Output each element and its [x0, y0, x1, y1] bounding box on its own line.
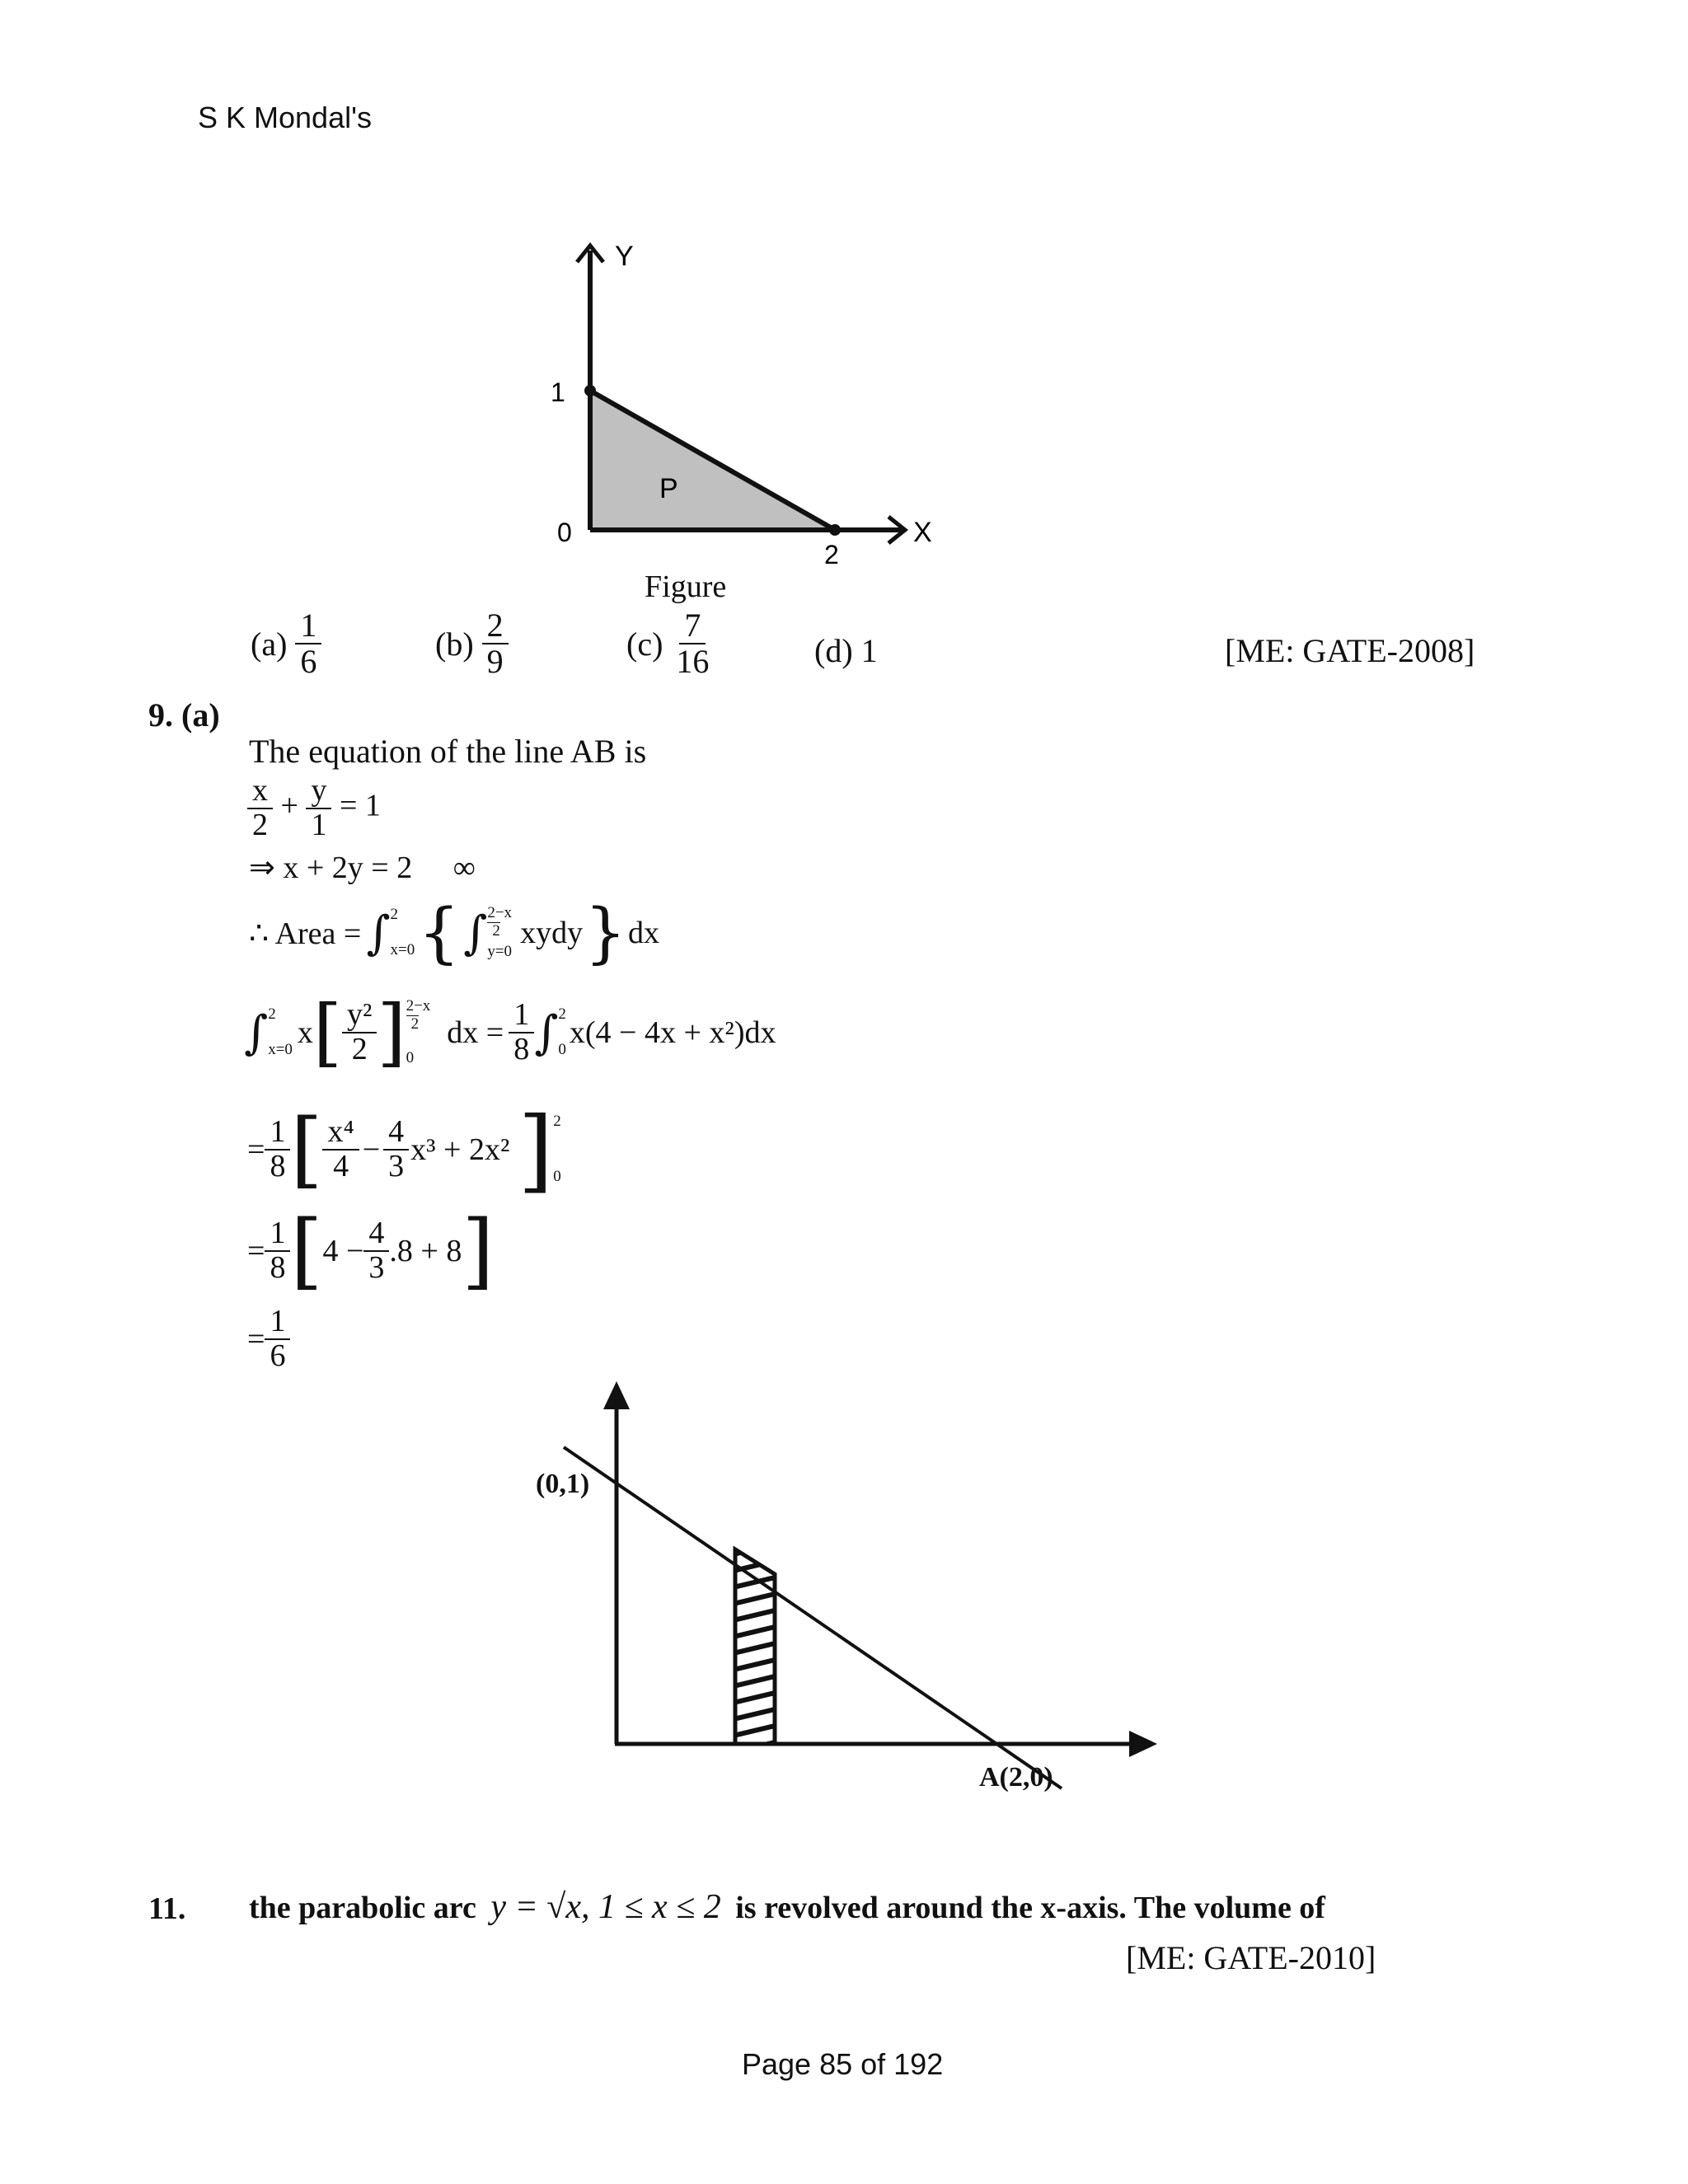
option-b: (b) $\frac{2}{9}$ [435, 608, 509, 679]
point-b-label: (0,1) [536, 1469, 590, 1499]
line-equation: $\frac{x}{2}$ + $\frac{y}{1}$ = 1 [247, 775, 381, 842]
option-d: (d) 1 [814, 632, 878, 669]
point-1 [584, 385, 596, 396]
figure-strip [528, 1376, 1170, 1821]
solution-label: 9. (a) [148, 696, 220, 733]
figure-triangle [528, 231, 956, 577]
question-11-number: 11. [148, 1891, 186, 1926]
x-axis-label: X [913, 517, 932, 548]
line-ab [564, 1447, 1062, 1788]
point-a-label: A(2,0) [979, 1762, 1053, 1793]
step-1: ∫ 2 x=0 x [ $\frac{\text{y²}}{2}$ ] 2−x 2 0 dx = $\frac{1}{8}$ ∫ 2 0 x(4 − 4x + x²)dx [244, 989, 776, 1076]
area-integral: ∴ Area = ∫ 2 x=0 { ∫ 2−x 2 y=0 xydy } dx [249, 894, 659, 971]
option-c: (c) $\frac{7}{16}$ [626, 607, 710, 680]
y-axis-label: Y [615, 241, 634, 272]
hatched-strip [735, 1549, 775, 1744]
point-2 [829, 524, 841, 536]
step-2: = $\frac{1}{8}$ [ $\frac{\text{x⁴}}{4}$ − $\frac{4}{3}$ x³ + 2x² ] 2 0 [247, 1097, 561, 1202]
tick-y-label: 1 [551, 377, 565, 407]
figure-caption: Figure [645, 569, 727, 604]
header-author: S K Mondal's [198, 101, 372, 134]
question-11-text: the parabolic arc y = √x, 1 ≤ x ≤ 2 is revolved around the x-axis. The volume of [249, 1888, 1325, 1926]
y-axis-arrow [603, 1381, 630, 1409]
step-3: = $\frac{1}{8}$ [ 4 − $\frac{4}{3}$ .8 + 8 ] [247, 1202, 495, 1299]
line-equation-simplified: ⇒ x + 2y = 2 ∞ [249, 851, 476, 885]
origin-label: 0 [557, 518, 572, 547]
page-number: Page 85 of 192 [742, 2047, 944, 2081]
question-11-source: [ME: GATE-2010] [1126, 1939, 1376, 1976]
x-axis-arrow [1129, 1731, 1157, 1757]
solution-intro: The equation of the line AB is [249, 733, 647, 770]
question-source: [ME: GATE-2008] [1225, 632, 1475, 669]
option-a: (a) $\frac{1}{6}$ [251, 608, 321, 679]
tick-x-label: 2 [824, 540, 839, 569]
region-label: P [659, 473, 678, 504]
step-4: = $\frac{1}{6}$ [247, 1305, 290, 1373]
